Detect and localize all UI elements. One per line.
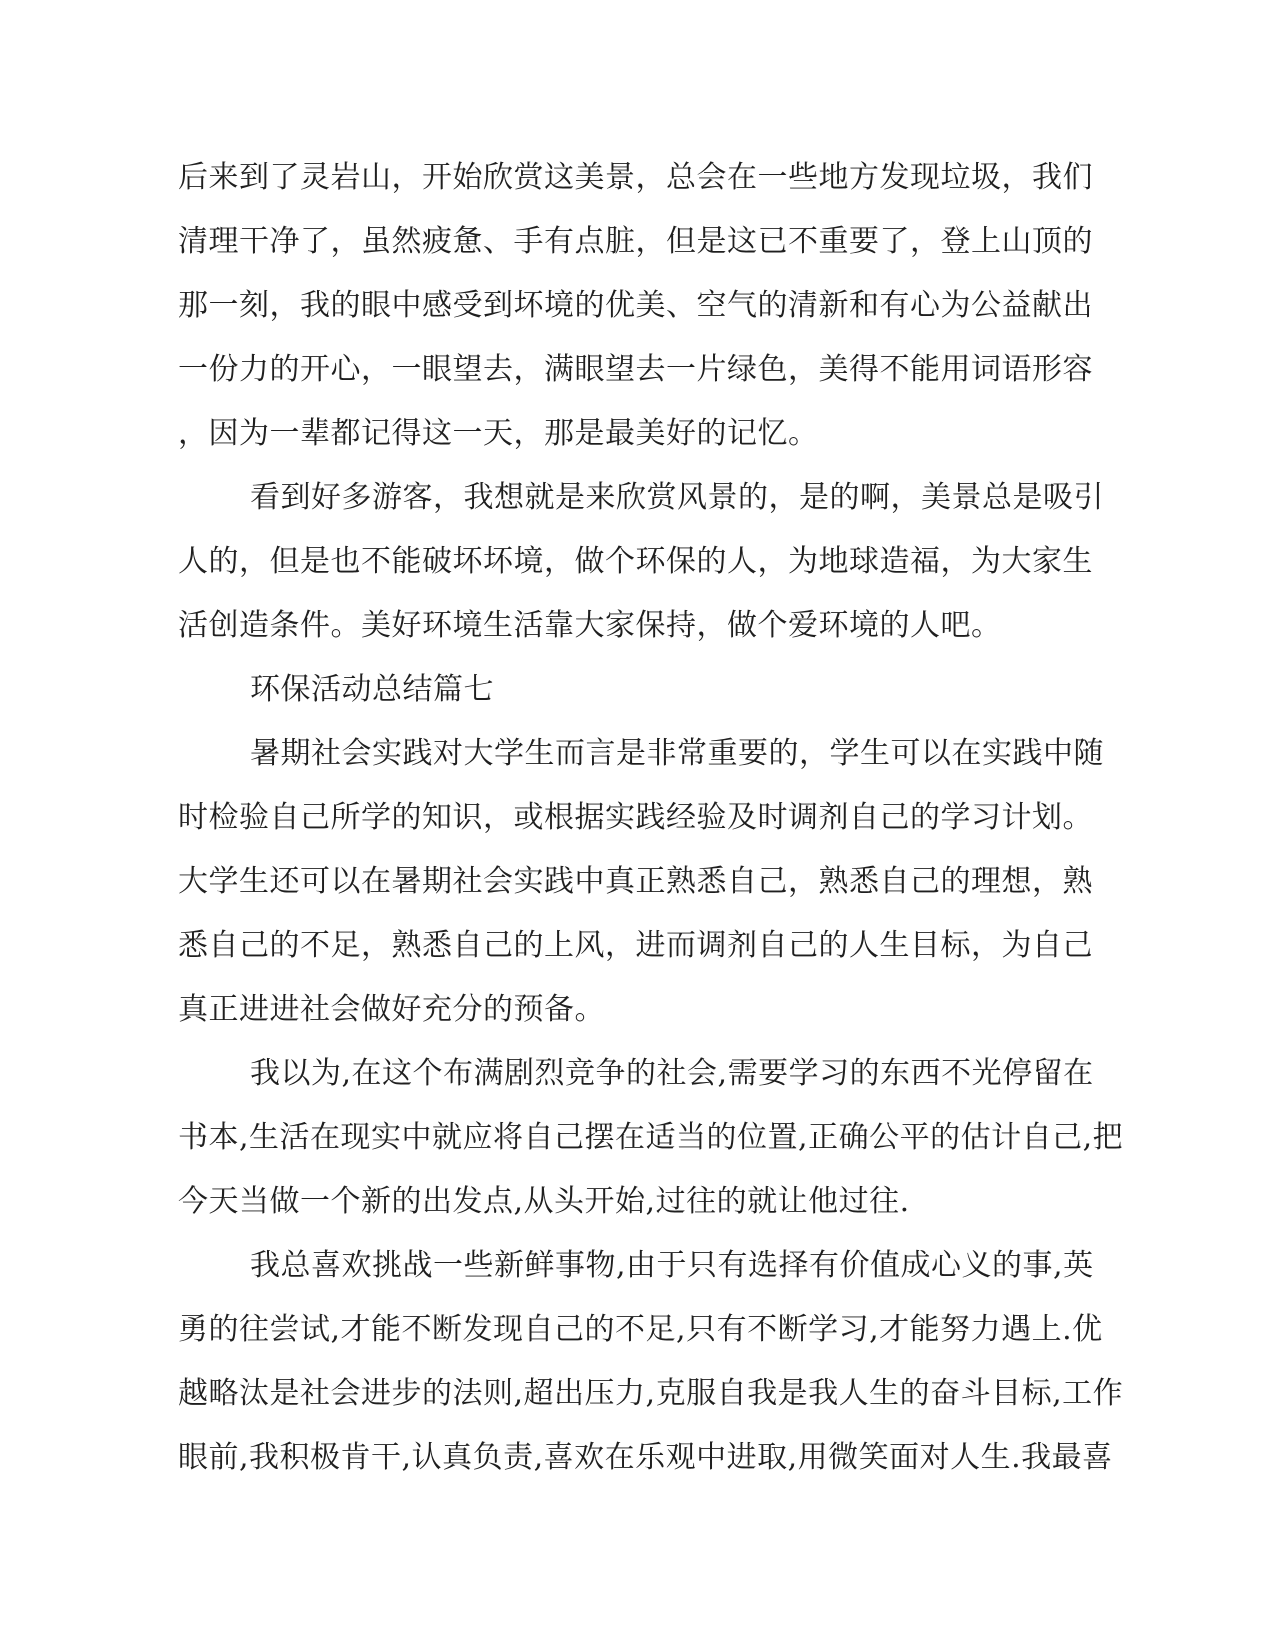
text-line: 我以为,在这个布满剧烈竞争的社会,需要学习的东西不光停留在 bbox=[250, 1056, 1094, 1091]
document-body bbox=[178, 146, 1188, 1490]
text-line: 人的，但是也不能破坏坏境，做个环保的人，为地球造福，为大家生 bbox=[178, 544, 1093, 579]
text-line: 时检验自己所学的知识，或根据实践经验及时调剂自己的学习计划。 bbox=[178, 800, 1093, 835]
text-line: 勇的往尝试,才能不断发现自己的不足,只有不断学习,才能努力遇上.优 bbox=[178, 1312, 1103, 1347]
text-line: 活创造条件。美好环境生活靠大家保持，做个爱环境的人吧。 bbox=[178, 608, 1002, 643]
text-line: 今天当做一个新的出发点,从头开始,过往的就让他过往. bbox=[178, 1184, 910, 1219]
text-line: 那一刻，我的眼中感受到坏境的优美、空气的清新和有心为公益献出 bbox=[178, 288, 1093, 323]
text-line: 看到好多游客，我想就是来欣赏风景的，是的啊，美景总是吸引 bbox=[250, 480, 1104, 515]
text-line: 真正进进社会做好充分的预备。 bbox=[178, 992, 605, 1027]
text-line: 悉自己的不足，熟悉自己的上风，进而调剂自己的人生目标，为自己 bbox=[178, 928, 1093, 963]
text-line: 环保活动总结篇七 bbox=[250, 672, 494, 707]
text-line: 越略汰是社会进步的法则,超出压力,克服自我是我人生的奋斗目标,工作 bbox=[178, 1376, 1124, 1411]
text-line: 暑期社会实践对大学生而言是非常重要的，学生可以在实践中随 bbox=[250, 736, 1104, 771]
text-line: 后来到了灵岩山，开始欣赏这美景，总会在一些地方发现垃圾，我们 bbox=[178, 160, 1093, 195]
text-line: 大学生还可以在暑期社会实践中真正熟悉自己，熟悉自己的理想，熟 bbox=[178, 864, 1093, 899]
text-line: 我总喜欢挑战一些新鲜事物,由于只有选择有价值成心义的事,英 bbox=[250, 1248, 1094, 1283]
text-line: 书本,生活在现实中就应将自己摆在适当的位置,正确公平的估计自己,把 bbox=[178, 1120, 1124, 1155]
text-line: ，因为一辈都记得这一天，那是最美好的记忆。 bbox=[178, 416, 819, 451]
text-line: 一份力的开心，一眼望去，满眼望去一片绿色，美得不能用词语形容 bbox=[178, 352, 1093, 387]
text-line: 眼前,我积极肯干,认真负责,喜欢在乐观中进取,用微笑面对人生.我最喜 bbox=[178, 1440, 1113, 1475]
text-line: 清理干净了，虽然疲惫、手有点脏，但是这已不重要了，登上山顶的 bbox=[178, 224, 1093, 259]
